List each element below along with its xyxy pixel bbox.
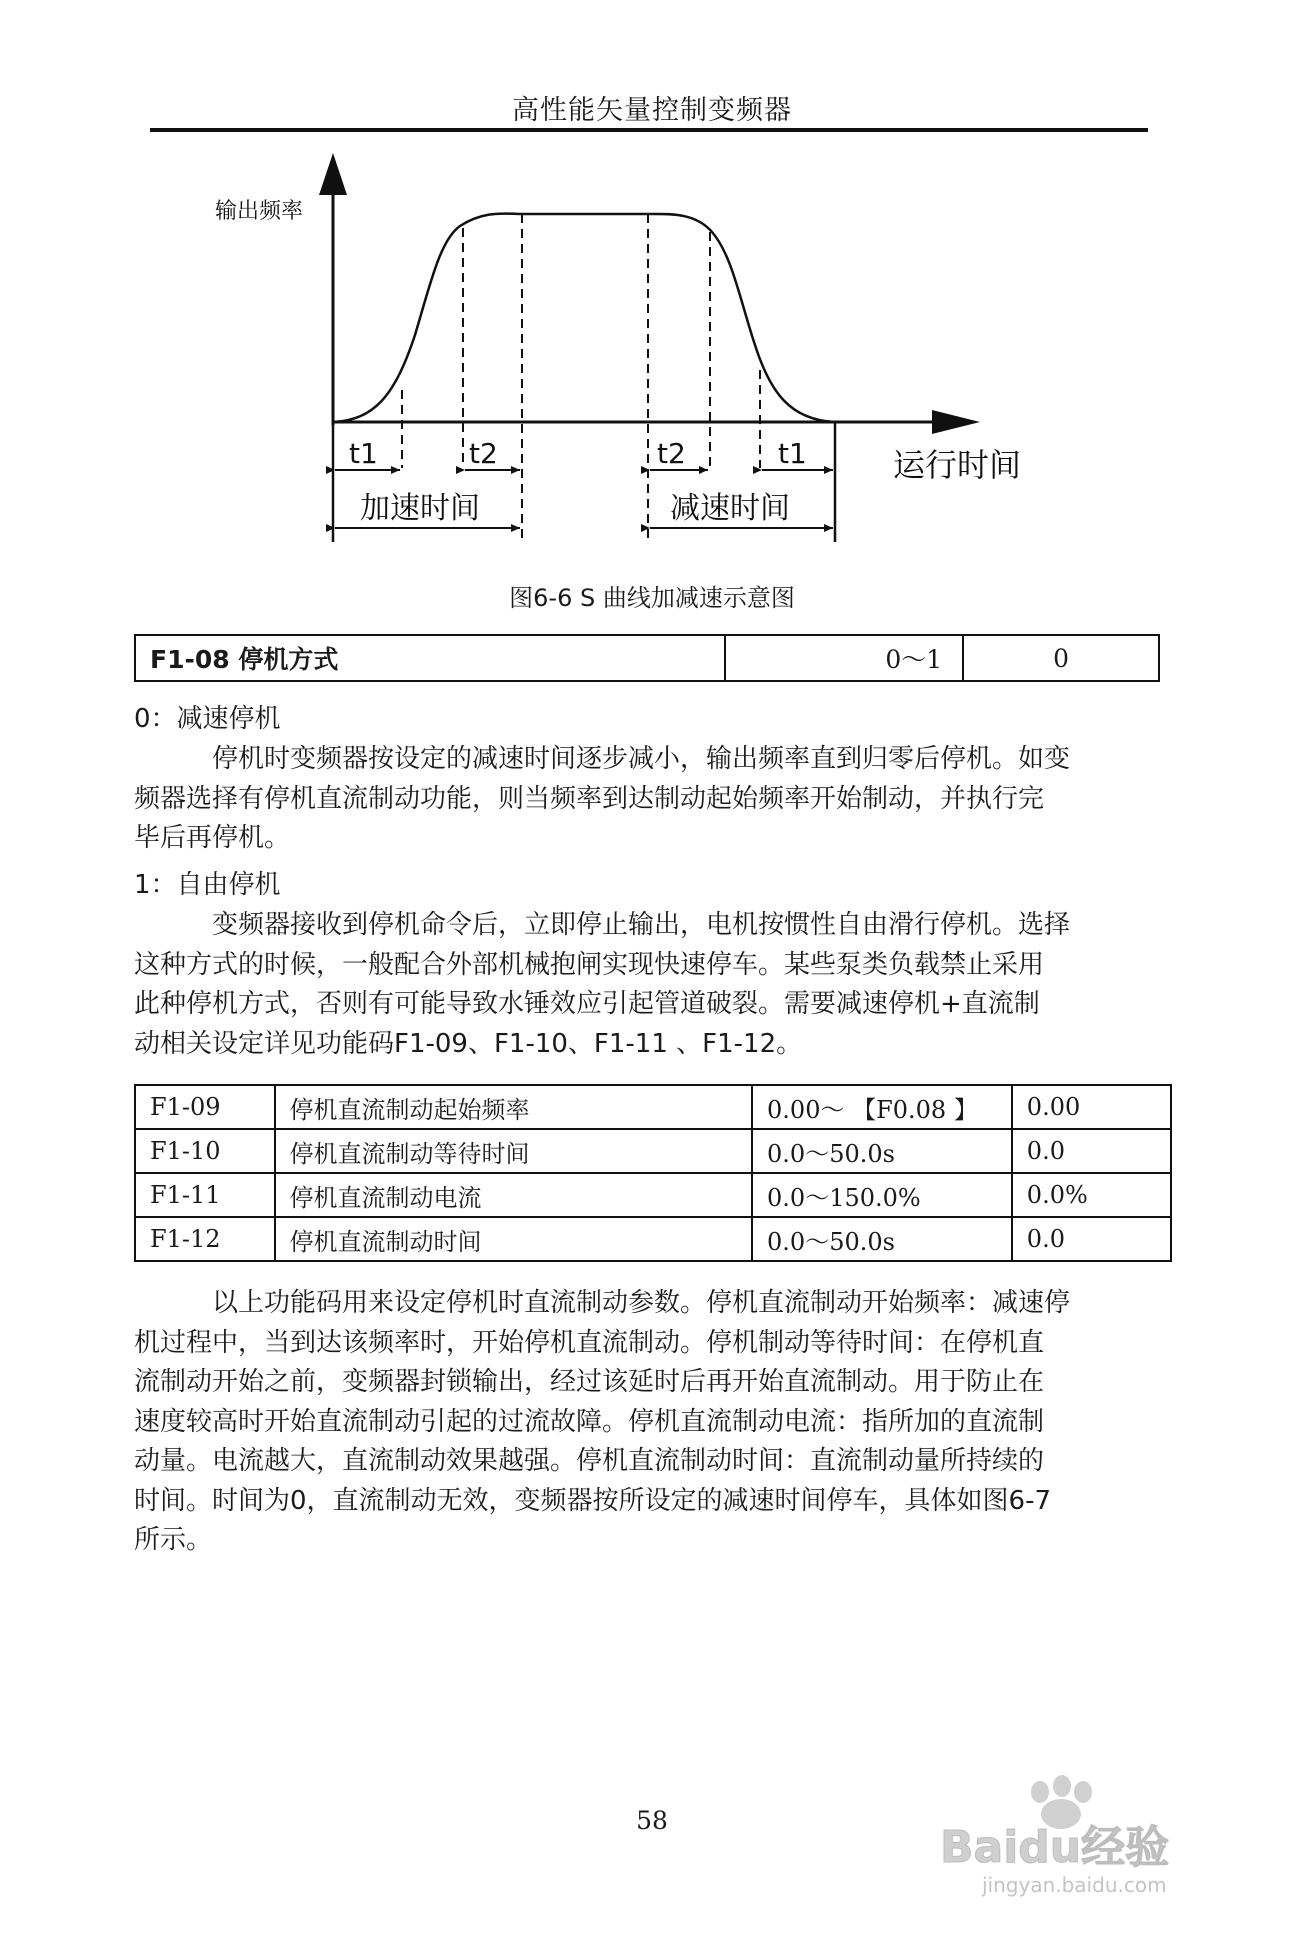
table-row — [135, 1173, 1171, 1217]
section0-heading: 0：减速停机 — [134, 704, 281, 734]
paragraph-line: 变频器接收到停机命令后，立即停止输出，电机按惯性自由滑行停机。选择 — [212, 910, 1071, 940]
dc-braking-param-table — [134, 1084, 1172, 1262]
paragraph-line: 动量。电流越大，直流制动效果越强。停机直流制动时间：直流制动量所持续的 — [134, 1446, 1045, 1476]
s-curve-diagram — [0, 0, 1304, 570]
param-range: 0.0～150.0% — [752, 1173, 1012, 1217]
watermark-brand: Baidu经验 — [940, 1822, 1170, 1873]
decel-time-label: 减速时间 — [670, 491, 790, 526]
baidu-paw-logo-icon — [940, 1770, 1240, 1900]
table-row — [135, 635, 1159, 681]
paragraph-line: 所示。 — [134, 1525, 213, 1555]
paragraph-line: 停机时变频器按设定的减速时间逐步减小，输出频率直到归零后停机。如变 — [212, 744, 1071, 774]
page-number: 58 — [636, 1806, 668, 1835]
t1-decel-label: t1 — [778, 437, 807, 470]
param-name: 停机直流制动等待时间 — [275, 1129, 753, 1173]
table-row — [135, 1129, 1171, 1173]
accel-time-label: 加速时间 — [360, 491, 480, 526]
table-row — [135, 1217, 1171, 1261]
section1-heading: 1：自由停机 — [134, 870, 281, 900]
param-range: 0.0～50.0s — [752, 1217, 1012, 1261]
baidu-jingyan-watermark — [940, 1770, 1240, 1900]
param-range: 0.00～ 【F0.08 】 — [752, 1085, 1012, 1129]
param-range: 0～1 — [725, 635, 964, 681]
t1-accel-label: t1 — [349, 437, 378, 470]
paragraph-line: 时间。时间为0，直流制动无效，变频器按所设定的减速时间停车，具体如图6-7 — [134, 1485, 1052, 1516]
page-header-title: 高性能矢量控制变频器 — [512, 95, 792, 126]
param-default: 0.0% — [1012, 1173, 1171, 1217]
section1-body — [134, 906, 1144, 1064]
param-code: F1-10 — [135, 1129, 275, 1173]
t2-accel-label: t2 — [469, 437, 498, 470]
table-row — [135, 1085, 1171, 1129]
paragraph-line: 此种停机方式，否则有可能导致水锤效应引起管道破裂。需要减速停机+直流制 — [134, 989, 1040, 1019]
param-range: 0.0～50.0s — [752, 1129, 1012, 1173]
paragraph-line: 速度较高时开始直流制动引起的过流故障。停机直流制动电流：指所加的直流制 — [134, 1406, 1045, 1437]
param-default: 0.00 — [1012, 1085, 1171, 1129]
paragraph-line: 机过程中，当到达该频率时，开始停机直流制动。停机制动等待时间：在停机直 — [134, 1327, 1045, 1358]
param-table-f108 — [134, 634, 1160, 682]
paragraph-line: 毕后再停机。 — [134, 823, 291, 853]
param-name: 停机直流制动时间 — [275, 1217, 753, 1261]
param-name: 停机直流制动电流 — [275, 1173, 753, 1217]
watermark-url: jingyan.baidu.com — [982, 1873, 1167, 1897]
paragraph-line: 动相关设定详见功能码F1-09、F1-10、F1-11 、F1-12。 — [134, 1028, 803, 1059]
param-code: F1-12 — [135, 1217, 275, 1261]
x-axis-label: 运行时间 — [893, 446, 1022, 484]
t2-decel-label: t2 — [657, 437, 686, 470]
param-code: F1-09 — [135, 1085, 275, 1129]
section0-body — [134, 740, 1144, 859]
y-axis-label: 输出频率 — [215, 199, 304, 224]
paragraph-line: 频器选择有停机直流制动功能，则当频率到达制动起始频率开始制动，并执行完 — [134, 783, 1045, 814]
figure-caption: 图6-6 S 曲线加减速示意图 — [509, 584, 795, 612]
y-axis-arrow-icon — [319, 153, 347, 195]
param-code: F1-11 — [135, 1173, 275, 1217]
x-axis-arrow-icon — [932, 410, 980, 434]
param-default: 0.0 — [1012, 1217, 1171, 1261]
paragraph-line: 这种方式的时候，一般配合外部机械抱闸实现快速停车。某些泵类负载禁止采用 — [134, 949, 1045, 980]
section-dc-body — [134, 1284, 1144, 1561]
param-code-name: F1-08 停机方式 — [135, 635, 725, 681]
paragraph-line: 流制动开始之前，变频器封锁输出，经过该延时后再开始直流制动。用于防止在 — [134, 1367, 1045, 1397]
param-name: 停机直流制动起始频率 — [275, 1085, 753, 1129]
param-default: 0 — [963, 635, 1159, 681]
param-default: 0.0 — [1012, 1129, 1171, 1173]
paragraph-line: 以上功能码用来设定停机时直流制动参数。停机直流制动开始频率：减速停 — [212, 1288, 1071, 1318]
